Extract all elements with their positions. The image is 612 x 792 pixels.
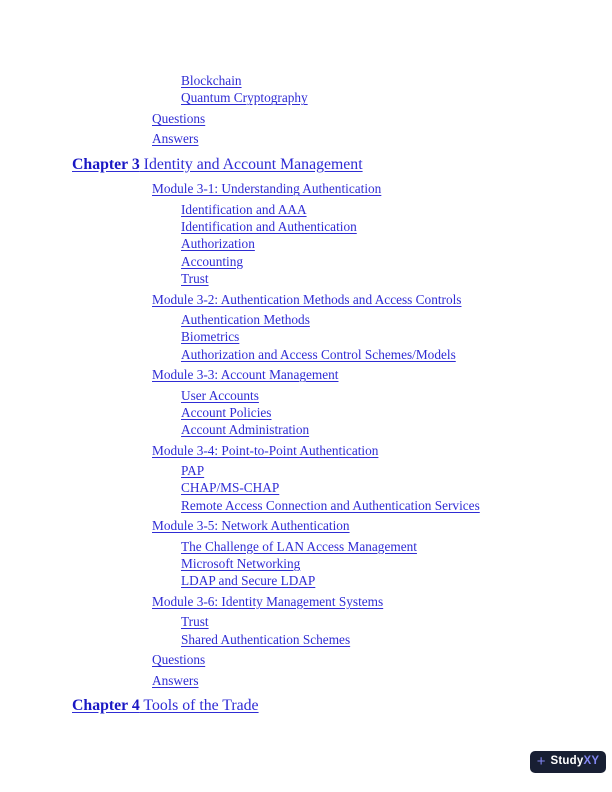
toc-chapter-link[interactable] [72, 156, 363, 173]
toc-link[interactable]: Trust [181, 271, 209, 287]
toc-link[interactable]: Questions [152, 652, 206, 668]
toc-entry [152, 291, 584, 308]
toc-entry [181, 404, 584, 421]
toc-chapter-entry [72, 154, 584, 176]
toc-entry [152, 130, 584, 147]
toc-entry [181, 572, 584, 589]
toc-entry [181, 328, 584, 345]
toc-link[interactable]: Module 3-4: Point-to-Point Authentication [152, 442, 379, 458]
toc-link[interactable]: User Accounts [181, 387, 259, 403]
brand-study: Study [550, 755, 584, 768]
toc-link[interactable]: Blockchain [181, 73, 242, 88]
toc-entry [181, 497, 584, 514]
chapter-number: Chapter 4 [72, 697, 140, 715]
toc-entry [181, 462, 584, 479]
toc-link[interactable]: CHAP/MS-CHAP [181, 480, 280, 496]
toc-entry [181, 218, 584, 235]
toc-link[interactable]: Authentication Methods [181, 311, 310, 327]
toc-entry [152, 651, 584, 668]
toc-link[interactable]: Remote Access Connection and Authentication Services [181, 497, 480, 513]
toc-link[interactable]: Quantum Cryptography [181, 90, 308, 106]
toc-entry [181, 72, 584, 89]
toc-link[interactable]: Biometrics [181, 329, 240, 345]
toc-link[interactable]: Module 3-5: Network Authentication [152, 518, 350, 534]
toc-entry [181, 201, 584, 218]
toc-link[interactable]: Accounting [181, 253, 244, 269]
toc-entry [181, 89, 584, 106]
toc-link[interactable]: Answers [152, 131, 199, 147]
plus-icon: + [536, 753, 546, 770]
toc-entry [181, 479, 584, 496]
toc-link[interactable]: PAP [181, 463, 205, 479]
toc-link[interactable]: Answers [152, 672, 199, 688]
toc-entry [181, 631, 584, 648]
toc-link[interactable]: Module 3-2: Authentication Methods and Access Controls [152, 291, 462, 307]
toc-entry [181, 421, 584, 438]
toc-link[interactable]: Trust [181, 614, 209, 630]
chapter-number: Chapter 3 [72, 155, 140, 173]
table-of-contents [72, 72, 584, 722]
studyxy-logo-text [551, 756, 600, 768]
toc-link[interactable]: Authorization and Access Control Schemes/Models [181, 346, 456, 362]
toc-link[interactable]: Shared Authentication Schemes [181, 631, 351, 647]
toc-entry [181, 613, 584, 630]
toc-link[interactable]: Module 3-3: Account Management [152, 367, 339, 383]
toc-link[interactable]: Questions [152, 110, 206, 126]
toc-entry [181, 555, 584, 572]
chapter-title: Tools of the Trade [139, 697, 259, 715]
toc-link[interactable]: Account Administration [181, 422, 310, 438]
toc-entry [181, 311, 584, 328]
toc-chapter-entry [72, 695, 584, 717]
toc-entry [181, 235, 584, 252]
brand-xy: XY [583, 755, 600, 768]
toc-link[interactable]: Microsoft Networking [181, 555, 301, 571]
toc-entry [181, 270, 584, 287]
toc-link[interactable]: Authorization [181, 236, 255, 252]
toc-link[interactable]: LDAP and Secure LDAP [181, 573, 316, 589]
toc-link[interactable]: Module 3-1: Understanding Authentication [152, 181, 382, 197]
toc-entry [152, 593, 584, 610]
toc-entry [181, 538, 584, 555]
toc-link[interactable]: Identification and AAA [181, 201, 307, 217]
toc-link[interactable]: Identification and Authentication [181, 219, 357, 235]
toc-entry [152, 672, 584, 689]
toc-entry [152, 442, 584, 459]
toc-entry [152, 110, 584, 127]
toc-entry [181, 387, 584, 404]
toc-link[interactable]: The Challenge of LAN Access Management [181, 538, 417, 554]
toc-entry [152, 180, 584, 197]
toc-entry [181, 346, 584, 363]
toc-entry [152, 517, 584, 534]
chapter-title: Identity and Account Management [139, 155, 363, 173]
toc-link[interactable]: Account Policies [181, 404, 272, 420]
toc-chapter-link[interactable] [72, 697, 259, 714]
toc-entry [152, 366, 584, 383]
toc-entry [181, 253, 584, 270]
studyxy-badge[interactable] [530, 751, 606, 773]
toc-link[interactable]: Module 3-6: Identity Management Systems [152, 593, 384, 609]
